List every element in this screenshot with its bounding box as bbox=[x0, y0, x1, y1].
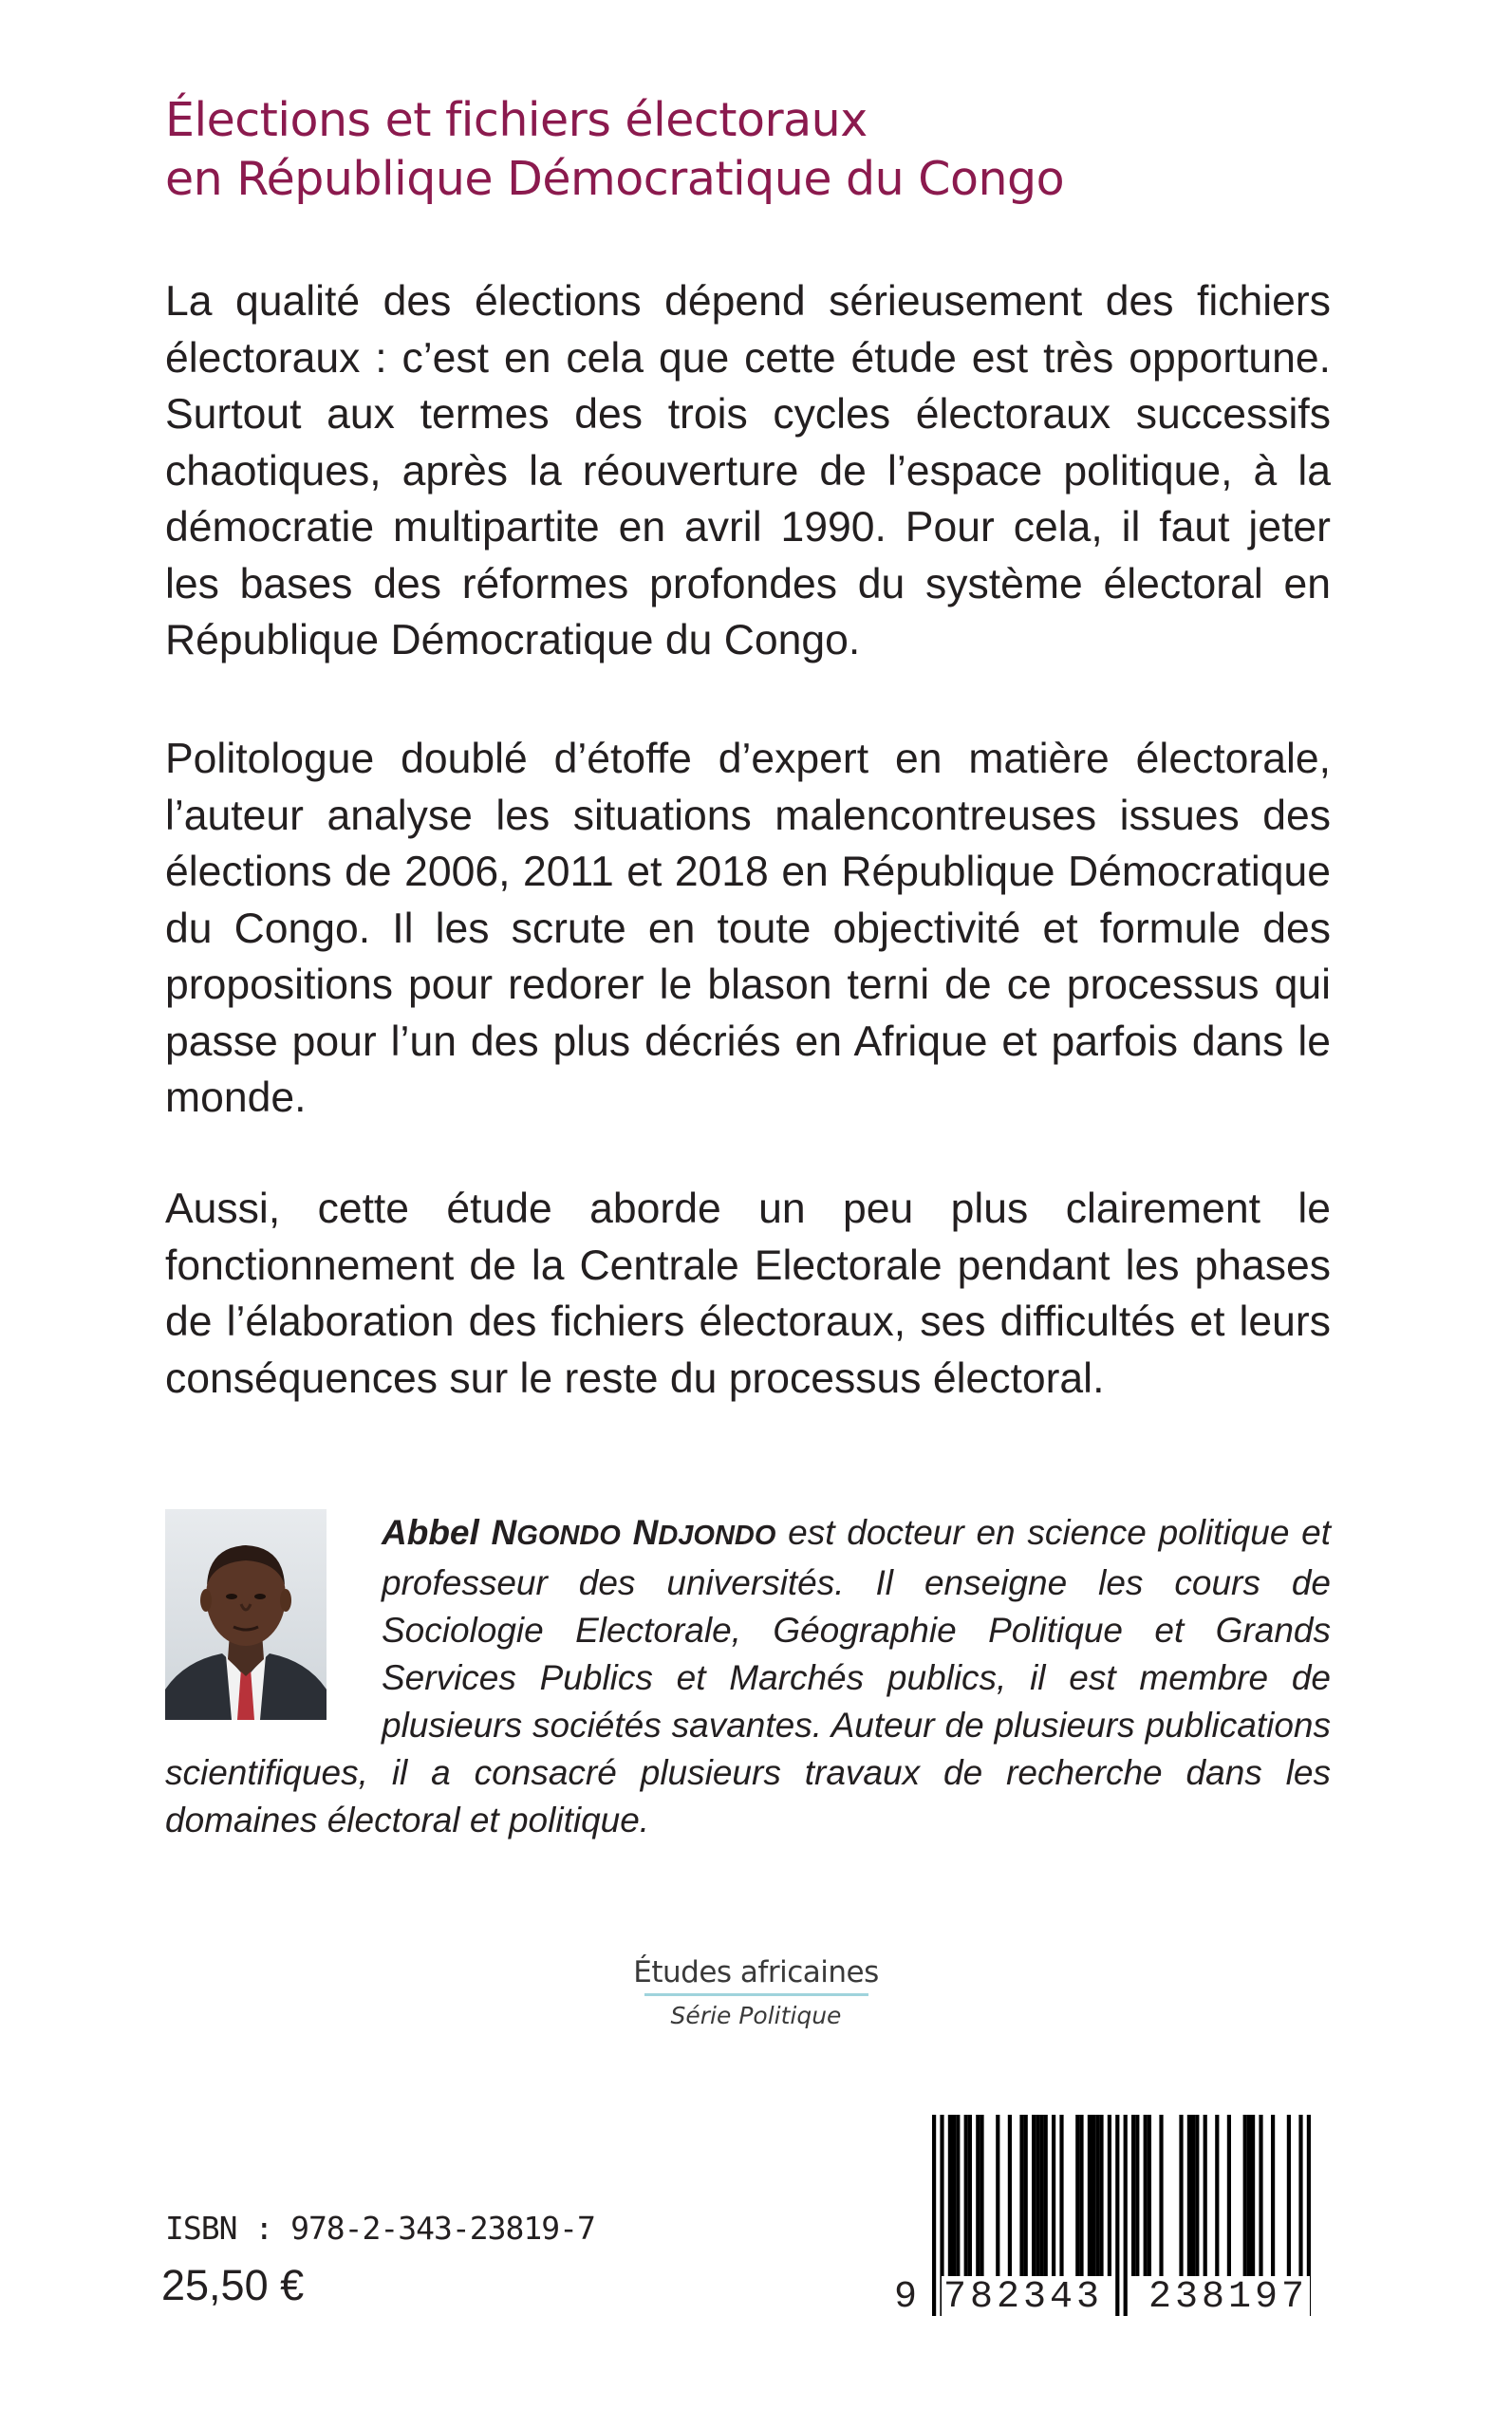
barcode-bar bbox=[1095, 2115, 1099, 2276]
title-line-1: Élections et fichiers électoraux bbox=[165, 93, 868, 147]
barcode-bar bbox=[1159, 2115, 1163, 2276]
barcode-bar bbox=[1088, 2115, 1092, 2276]
book-title bbox=[165, 91, 1352, 209]
barcode-bar bbox=[1131, 2115, 1135, 2276]
barcode-bar bbox=[1287, 2115, 1291, 2276]
series-subtitle: Série Politique bbox=[670, 2002, 842, 2029]
barcode-bar bbox=[1039, 2115, 1043, 2276]
barcode-bar bbox=[1191, 2115, 1195, 2276]
barcode-bar bbox=[1044, 2115, 1048, 2276]
barcode-bar bbox=[948, 2115, 952, 2276]
barcode-bar bbox=[1008, 2115, 1012, 2276]
barcode-bar bbox=[1259, 2115, 1262, 2276]
series-divider bbox=[644, 1993, 868, 1996]
author-portrait-image bbox=[165, 1509, 327, 1720]
blurb-paragraph-1: La qualité des élections dépend sérieusement des fichiers électoraux : c’est en cela que cette étude est très opportune. Surtout aux termes des trois cycles électoraux successifs chaotiques, après la réouverture de l’espace politique, à la démocratie multipartite en avril 1990. Pour cela, il faut jeter les bases des réformes profondes du système électoral en République Démocratique du Congo. bbox=[165, 278, 1331, 663]
barcode-bar bbox=[1251, 2115, 1255, 2276]
barcode-bar bbox=[1215, 2115, 1219, 2276]
isbn: ISBN : 978-2-343-23819-7 bbox=[165, 2210, 595, 2247]
barcode-bar bbox=[956, 2115, 960, 2276]
author-name: Abbel NGONDO NDJONDO bbox=[382, 1513, 776, 1552]
barcode-digits-right: 238197 bbox=[1148, 2276, 1309, 2319]
barcode-bar bbox=[1135, 2115, 1139, 2276]
barcode-bar bbox=[1079, 2115, 1083, 2276]
author-bio-text: est docteur en science politique et professeur des universités. Il enseigne les cours de Sociologie Electorale, Géographie Politique et Grands Services Publics et Marchés publics, il est membre de plusieurs sociétés savantes. Auteur de plusieurs publications scientifiques, il a consacré plusieurs travaux de recherche dans les domaines électoral et politique. bbox=[165, 1513, 1332, 1839]
series-logo bbox=[0, 1955, 1512, 2029]
author-photo bbox=[165, 1509, 327, 1720]
title-line-2: en République Démocratique du Congo bbox=[165, 152, 1065, 206]
barcode-bar bbox=[1024, 2115, 1028, 2276]
barcode-bar bbox=[1036, 2115, 1039, 2276]
barcode-bar bbox=[1195, 2115, 1199, 2276]
barcode-bar bbox=[1179, 2115, 1183, 2276]
barcode-bar bbox=[1108, 2115, 1111, 2276]
barcode-bar bbox=[996, 2115, 999, 2276]
barcode-bar bbox=[1092, 2115, 1095, 2276]
barcode-bar bbox=[1052, 2115, 1055, 2276]
barcode-bar bbox=[1059, 2115, 1063, 2276]
barcode-bar bbox=[1227, 2115, 1231, 2276]
barcode-bar bbox=[1032, 2115, 1036, 2276]
barcode-bar bbox=[1187, 2115, 1191, 2276]
barcode-digit-first: 9 bbox=[894, 2276, 918, 2319]
barcode-bar bbox=[1243, 2115, 1247, 2276]
blurb-paragraph-2: Politologue doublé d’étoffe d’expert en matière électorale, l’auteur analyse les situations malencontreuses issues des élections de 2006, 2011 et 2018 en République Démocratique du Congo. Il les scrute en toute objectivité et formule des propositions pour redorer le blason terni de ce processus qui passe pour l’un des plus décriés en Afrique et parfois dans le monde. bbox=[165, 736, 1331, 1121]
barcode-digits bbox=[894, 2276, 1342, 2322]
barcode-bar bbox=[964, 2115, 968, 2276]
barcode-bar bbox=[952, 2115, 956, 2276]
barcode-bar bbox=[976, 2115, 980, 2276]
barcode-bar bbox=[1075, 2115, 1079, 2276]
author-bio bbox=[165, 1509, 1331, 1844]
barcode-bar bbox=[1144, 2115, 1148, 2276]
barcode-bar bbox=[980, 2115, 983, 2276]
barcode-bar bbox=[1247, 2115, 1251, 2276]
barcode-bar bbox=[1099, 2115, 1103, 2276]
barcode-bar bbox=[1148, 2115, 1151, 2276]
barcode-digits-left: 782343 bbox=[943, 2276, 1104, 2319]
series-name: Études africaines bbox=[633, 1955, 879, 1989]
barcode-bar bbox=[1271, 2115, 1275, 2276]
price: 25,50 € bbox=[161, 2261, 305, 2309]
barcode-bar bbox=[1019, 2115, 1023, 2276]
barcode-bar bbox=[1204, 2115, 1207, 2276]
blurb-paragraph-3: Aussi, cette étude aborde un peu plus clairement le fonctionnement de la Centrale Electorale pendant les phases de l’élaboration des fichiers électoraux, ses difficultés et leurs conséquences sur le reste du processus électoral. bbox=[165, 1186, 1331, 1402]
barcode-bar bbox=[968, 2115, 972, 2276]
